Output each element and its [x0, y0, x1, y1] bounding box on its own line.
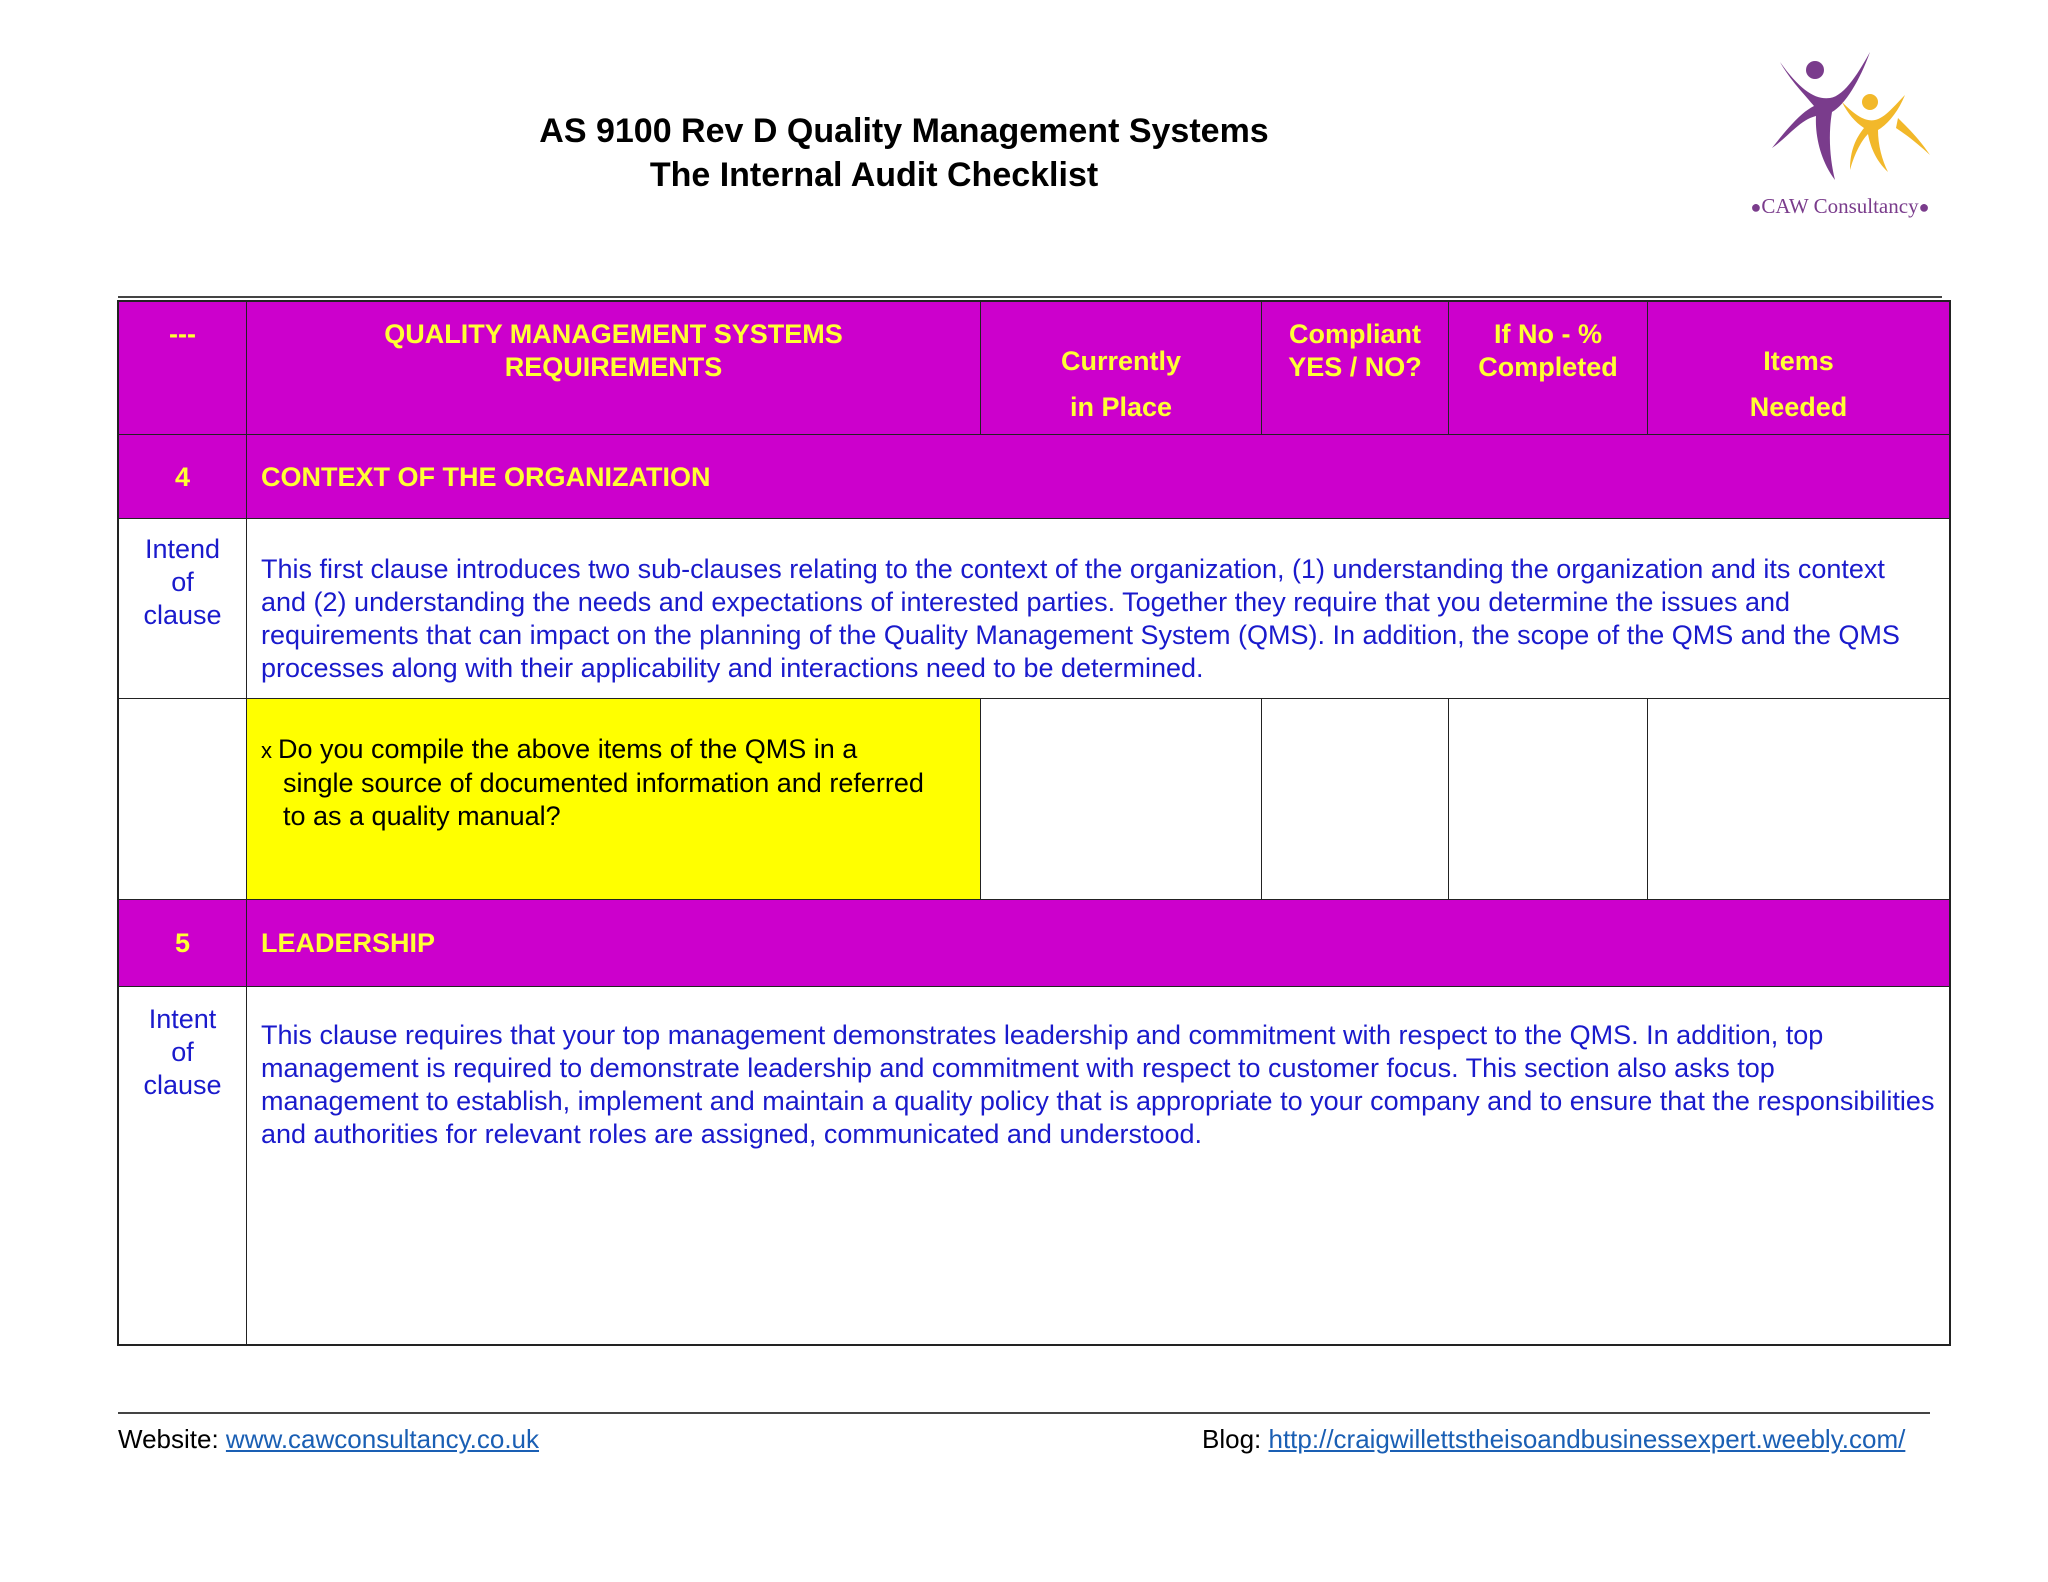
audit-checklist-table	[117, 300, 1951, 1346]
header-cell-requirements: QUALITY MANAGEMENT SYSTEMS REQUIREMENTS	[247, 302, 981, 435]
compliant-input[interactable]	[1262, 699, 1449, 900]
percent-completed-input[interactable]	[1449, 699, 1648, 900]
website-link[interactable]: www.cawconsultancy.co.uk	[225, 1424, 540, 1454]
logo-dot-right-icon: ●	[1918, 197, 1930, 217]
clause-description: This first clause introduces two sub-clauses relating to the context of the organization, (1) understanding the organization and its context and (2) understanding the needs and expectations of interested parties. Together they require that you determine the issues and requirements that can impact on the planning of the Quality Management System (QMS). In addition, the scope of the QMS and the QMS processes along with their applicability and interactions need to be determined.	[247, 519, 1949, 699]
question-cell: x Do you compile the above items of the QMS in a single source of documented information and referred to as a quality manual?	[247, 699, 981, 900]
page-title-line2: The Internal Audit Checklist	[649, 156, 1099, 194]
footer-rule	[118, 1412, 1930, 1414]
intent-label: Intend of clause	[119, 519, 247, 699]
header-cell-currently-in-place: Currently in Place	[981, 302, 1262, 435]
page-title-line1: AS 9100 Rev D Quality Management Systems	[539, 112, 1269, 150]
header-cell-if-no-completed: If No - % Completed	[1449, 302, 1648, 435]
header-rule	[118, 296, 1942, 298]
blog-link[interactable]: http://craigwillettstheisoandbusinessexpert.weebly.com/	[1268, 1424, 1906, 1454]
footer-website	[118, 1424, 539, 1455]
header-cell-number: ---	[119, 302, 247, 435]
clause-description: This clause requires that your top management demonstrates leadership and commitment with respect to the QMS. In addition, top management is required to demonstrate leadership and commitment with respect to customer focus. This section also asks top management to establish, implement and maintain a quality policy that is appropriate to your company and to ensure that the responsibilities and authorities for relevant roles are assigned, communicated and understood.	[261, 1020, 1935, 1149]
footer-blog	[1202, 1424, 1905, 1455]
header-cell-items-needed: Items Needed	[1648, 302, 1949, 435]
blog-label: Blog:	[1202, 1424, 1262, 1454]
logo-text: CAW Consultancy	[1761, 194, 1919, 218]
section-title: LEADERSHIP	[247, 900, 1949, 987]
section-title: CONTEXT OF THE ORGANIZATION	[247, 435, 1949, 519]
intent-label: Intent of clause	[119, 987, 247, 1344]
caw-logo	[1720, 40, 1960, 230]
question-number-cell	[119, 699, 247, 900]
currently-in-place-input[interactable]	[981, 699, 1262, 900]
dancing-figures-icon	[1720, 40, 1960, 190]
question-bullet: x	[261, 738, 272, 763]
section-number: 4	[119, 435, 247, 519]
header-cell-compliant: Compliant YES / NO?	[1262, 302, 1449, 435]
website-label: Website:	[118, 1424, 219, 1454]
items-needed-input[interactable]	[1648, 699, 1949, 900]
logo-dot-left-icon: ●	[1750, 197, 1762, 217]
section-number: 5	[119, 900, 247, 987]
